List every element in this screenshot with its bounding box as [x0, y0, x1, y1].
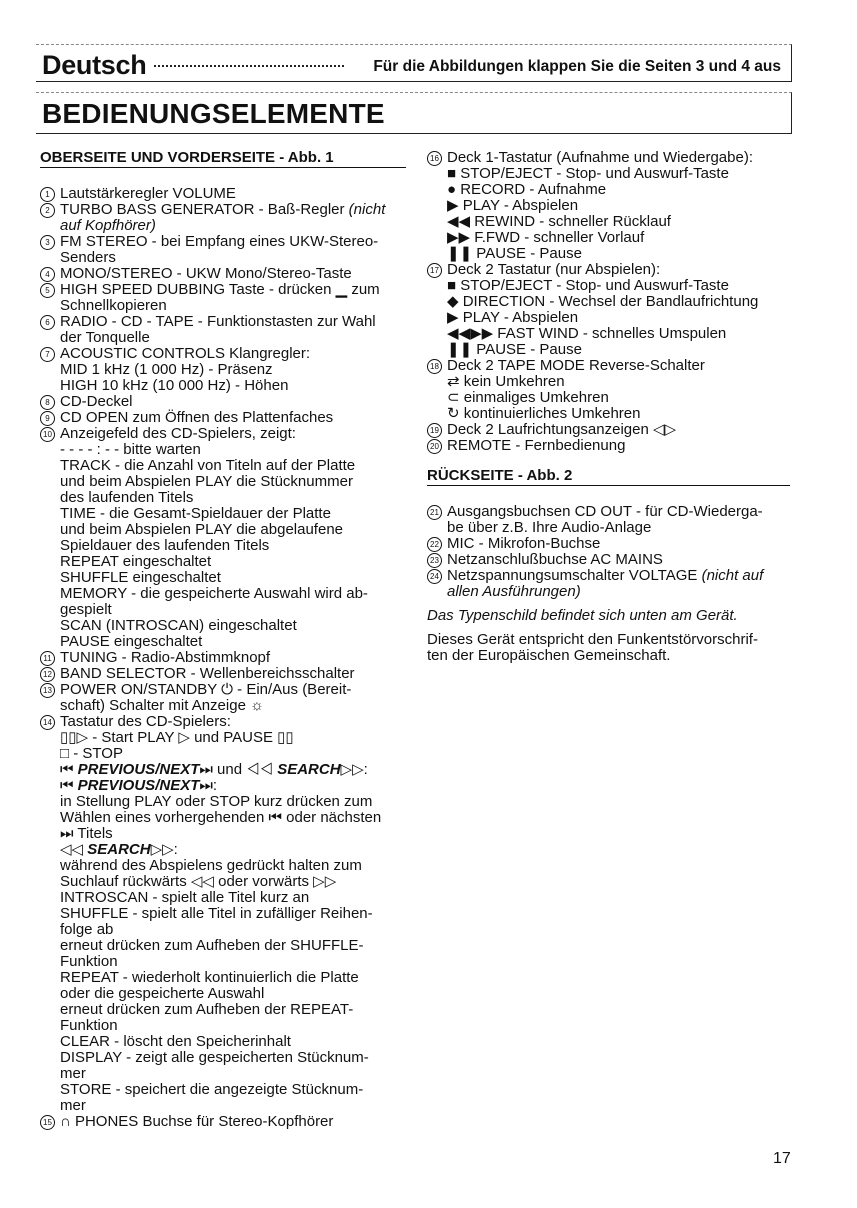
item-text: ▯▯▷ - Start PLAY ▷ und PAUSE ▯▯ — [60, 729, 294, 746]
item-text: ■ STOP/EJECT - Stop- und Auswurf-Taste — [447, 277, 729, 294]
numbered-item — [40, 266, 406, 282]
item-text: Tastatur des CD-Spielers: — [60, 713, 231, 730]
item-number: 10 — [40, 427, 55, 442]
cd-keys-line: ⏮ PREVIOUS/NEXT⏭ und ◁◁ SEARCH▷▷: — [60, 761, 368, 778]
item-text: RADIO - CD - TAPE - Funktionstasten zur Wahl — [60, 313, 376, 330]
item-text: CD OPEN zum Öffnen des Plattenfaches — [60, 409, 334, 426]
text-line: Dieses Gerät entspricht den Funkentstörvorschrif- — [427, 631, 758, 648]
header-leader-dots — [154, 65, 344, 67]
item-text: MONO/STEREO - UKW Mono/Stereo-Taste — [60, 265, 352, 282]
item-text: HIGH SPEED DUBBING Taste - drücken ▁ zum — [60, 281, 380, 298]
item-text: Netzanschlußbuchse AC MAINS — [447, 551, 663, 568]
item-number: 21 — [427, 505, 442, 520]
prev-next-label-2: PREVIOUS/NEXT — [77, 777, 200, 794]
item-text: MID 1 kHz (1 000 Hz) - Präsenz — [60, 361, 273, 378]
header-note: Für die Abbildungen klappen Sie die Seiten 3 und 4 aus — [373, 58, 781, 75]
text-line: DISPLAY - zeigt alle gespeicherten Stücknum- — [60, 1049, 369, 1066]
numbered-item — [40, 346, 406, 394]
item-text: ACOUSTIC CONTROLS Klangregler: — [60, 345, 311, 362]
text-line: SHUFFLE - spielt alle Titel in zufälliger Reihen- — [60, 905, 373, 922]
item-text: PAUSE eingeschaltet — [60, 633, 203, 650]
item-text: CD-Deckel — [60, 393, 133, 410]
item-text: des laufenden Titels — [60, 489, 194, 506]
numbered-item — [40, 1114, 406, 1130]
item-number: 1 — [40, 187, 55, 202]
text-line: in Stellung PLAY oder STOP kurz drücken zum — [60, 793, 373, 810]
item-number: 15 — [40, 1115, 55, 1130]
item-text: gespielt — [60, 601, 112, 618]
text-line: Funktion — [60, 953, 118, 970]
text-line: mer — [60, 1065, 86, 1082]
item-text: ⇄ kein Umkehren — [447, 373, 565, 390]
numbered-item — [427, 262, 790, 358]
cd-keys-text — [60, 794, 406, 842]
numbered-item — [427, 422, 790, 438]
text-line: erneut drücken zum Aufheben der SHUFFLE- — [60, 937, 364, 954]
numbered-item — [40, 202, 406, 234]
item-text: Lautstärkeregler VOLUME — [60, 185, 236, 202]
text-line: mer — [60, 1097, 86, 1114]
paragraph — [427, 632, 790, 664]
cd-keys-block — [40, 762, 406, 1114]
item-text: ❚❚ PAUSE - Pause — [447, 341, 582, 358]
left-item-list — [40, 186, 406, 762]
item-text: Deck 1-Tastatur (Aufnahme und Wiedergabe): — [447, 149, 753, 166]
text-line: erneut drücken zum Aufheben der REPEAT- — [60, 1001, 354, 1018]
item-text: Deck 2 Laufrichtungsanzeigen ◁▷ — [447, 421, 677, 438]
item-text: ⊂ einmaliges Umkehren — [447, 389, 609, 406]
item-number: 23 — [427, 553, 442, 568]
item-text: MIC - Mikrofon-Buchse — [447, 535, 601, 552]
numbered-item — [40, 282, 406, 314]
item-text: Deck 2 TAPE MODE Reverse-Schalter — [447, 357, 705, 374]
italic-note: (nicht — [344, 201, 386, 218]
note-text: Das Typenschild befindet sich unten am Gerät. — [427, 607, 738, 624]
item-text: ● RECORD - Aufnahme — [447, 181, 607, 198]
item-text: ◀◀▶▶ FAST WIND - schnelles Umspulen — [447, 325, 727, 342]
page-title: BEDIENUNGSELEMENTE — [42, 98, 385, 129]
section-heading: OBERSEITE UND VORDERSEITE - Abb. 1 — [40, 150, 406, 168]
prev-next-label: PREVIOUS/NEXT — [77, 761, 200, 778]
cd-keys-line: ◁◁ SEARCH▷▷: — [60, 841, 178, 858]
item-number: 14 — [40, 715, 55, 730]
item-text: ▶ PLAY - Abspielen — [447, 309, 579, 326]
item-text: und beim Abspielen PLAY die abgelaufene — [60, 521, 344, 538]
item-text: be über z.B. Ihre Audio-Anlage — [447, 519, 652, 536]
item-text: REMOTE - Fernbedienung — [447, 437, 626, 454]
item-text: SCAN (INTROSCAN) eingeschaltet — [60, 617, 297, 634]
item-text: ◆ DIRECTION - Wechsel der Bandlaufrichtung — [447, 293, 759, 310]
item-text: ▶▶ F.FWD - schneller Vorlauf — [447, 229, 645, 246]
italic-note: allen Ausführungen) — [447, 583, 581, 600]
item-number: 24 — [427, 569, 442, 584]
item-text: SHUFFLE eingeschaltet — [60, 569, 221, 586]
numbered-item — [427, 150, 790, 262]
item-text: Anzeigefeld des CD-Spielers, zeigt: — [60, 425, 296, 442]
item-text: TURBO BASS GENERATOR - Baß-Regler (nicht — [60, 201, 386, 218]
header-language: Deutsch — [42, 50, 147, 80]
item-number: 4 — [40, 267, 55, 282]
numbered-item — [40, 234, 406, 266]
item-text: ❚❚ PAUSE - Pause — [447, 245, 582, 262]
numbered-item — [427, 438, 790, 454]
page-number: 17 — [773, 1150, 791, 1167]
text-line: CLEAR - löscht den Speicherinhalt — [60, 1033, 291, 1050]
item-text: Deck 2 Tastatur (nur Abspielen): — [447, 261, 661, 278]
text-line: Funktion — [60, 1017, 118, 1034]
item-text: ↻ kontinuierliches Umkehren — [447, 405, 641, 422]
text-line: ⏭ Titels — [60, 825, 113, 842]
left-item-list — [40, 1114, 406, 1130]
item-text: Ausgangsbuchsen CD OUT - für CD-Wiederga- — [447, 503, 763, 520]
item-text: schaft) Schalter mit Anzeige ☼ — [60, 697, 264, 714]
item-text: TIME - die Gesamt-Spieldauer der Platte — [60, 505, 331, 522]
numbered-item — [40, 714, 406, 762]
item-text: Netzspannungsumschalter VOLTAGE (nicht auf — [447, 567, 764, 584]
text-line: folge ab — [60, 921, 114, 938]
text-line: während des Abspielens gedrückt halten zum — [60, 857, 362, 874]
numbered-item — [40, 682, 406, 714]
item-text: TUNING - Radio-Abstimmknopf — [60, 649, 271, 666]
item-text: TRACK - die Anzahl von Titeln auf der Platte — [60, 457, 356, 474]
item-number: 19 — [427, 423, 442, 438]
item-number: 3 — [40, 235, 55, 250]
text-line: Suchlauf rückwärts ◁◁ oder vorwärts ▷▷ — [60, 873, 337, 890]
item-number: 9 — [40, 411, 55, 426]
italic-note: (nicht auf — [697, 567, 764, 584]
numbered-item — [40, 186, 406, 202]
item-number: 18 — [427, 359, 442, 374]
numbered-item — [40, 426, 406, 650]
text-line: Wählen eines vorhergehenden ⏮ oder nächsten — [60, 809, 382, 826]
item-text: der Tonquelle — [60, 329, 150, 346]
item-text: HIGH 10 kHz (10 000 Hz) - Höhen — [60, 377, 289, 394]
right-column — [427, 150, 790, 664]
item-text: POWER ON/STANDBY ⏻ - Ein/Aus (Bereit- — [60, 681, 352, 698]
text-line: oder die gespeicherte Auswahl — [60, 985, 265, 1002]
cd-keys-line: ⏮ PREVIOUS/NEXT⏭: — [60, 777, 218, 794]
numbered-item — [40, 650, 406, 666]
left-column — [40, 150, 406, 1130]
item-number: 5 — [40, 283, 55, 298]
italic-note: auf Kopfhörer) — [60, 217, 156, 234]
numbered-item — [427, 536, 790, 552]
item-number: 11 — [40, 651, 55, 666]
item-number: 2 — [40, 203, 55, 218]
item-text: BAND SELECTOR - Wellenbereichsschalter — [60, 665, 355, 682]
item-number: 13 — [40, 683, 55, 698]
item-number: 12 — [40, 667, 55, 682]
item-text: Spieldauer des laufenden Titels — [60, 537, 270, 554]
item-text: ∩ PHONES Buchse für Stereo-Kopfhörer — [60, 1113, 334, 1130]
item-text: - - - - : - - bitte warten — [60, 441, 201, 458]
item-number: 8 — [40, 395, 55, 410]
numbered-item — [40, 410, 406, 426]
text-line: ten der Europäischen Gemeinschaft. — [427, 647, 671, 664]
item-number: 22 — [427, 537, 442, 552]
numbered-item — [427, 504, 790, 536]
item-number: 7 — [40, 347, 55, 362]
numbered-item — [427, 568, 790, 600]
item-text: FM STEREO - bei Empfang eines UKW-Stereo- — [60, 233, 379, 250]
and-text: und — [217, 761, 243, 778]
item-number: 17 — [427, 263, 442, 278]
right-item-list — [427, 504, 790, 600]
numbered-item — [40, 666, 406, 682]
item-text: MEMORY - die gespeicherte Auswahl wird ab- — [60, 585, 368, 602]
item-text: ■ STOP/EJECT - Stop- und Auswurf-Taste — [447, 165, 729, 182]
item-text: ▶ PLAY - Abspielen — [447, 197, 579, 214]
item-text: □ - STOP — [60, 745, 123, 762]
item-text: REPEAT eingeschaltet — [60, 553, 212, 570]
item-text: ◀◀ REWIND - schneller Rücklauf — [447, 213, 671, 230]
item-number: 16 — [427, 151, 442, 166]
numbered-item — [40, 394, 406, 410]
numbered-item — [427, 552, 790, 568]
item-text: Senders — [60, 249, 116, 266]
search-label-2: SEARCH — [87, 841, 151, 858]
page-header — [36, 44, 792, 82]
text-line: INTROSCAN - spielt alle Titel kurz an — [60, 889, 310, 906]
section-heading: RÜCKSEITE - Abb. 2 — [427, 468, 790, 486]
numbered-item — [40, 314, 406, 346]
item-number: 20 — [427, 439, 442, 454]
search-label: SEARCH — [277, 761, 341, 778]
cd-keys-text — [60, 858, 406, 1114]
item-number: 6 — [40, 315, 55, 330]
text-line: REPEAT - wiederholt kontinuierlich die Platte — [60, 969, 359, 986]
item-text: Schnellkopieren — [60, 297, 167, 314]
numbered-item — [427, 358, 790, 422]
title-box — [36, 92, 792, 134]
text-line: STORE - speichert die angezeigte Stücknum- — [60, 1081, 364, 1098]
right-item-list — [427, 150, 790, 454]
item-text: und beim Abspielen PLAY die Stücknummer — [60, 473, 353, 490]
